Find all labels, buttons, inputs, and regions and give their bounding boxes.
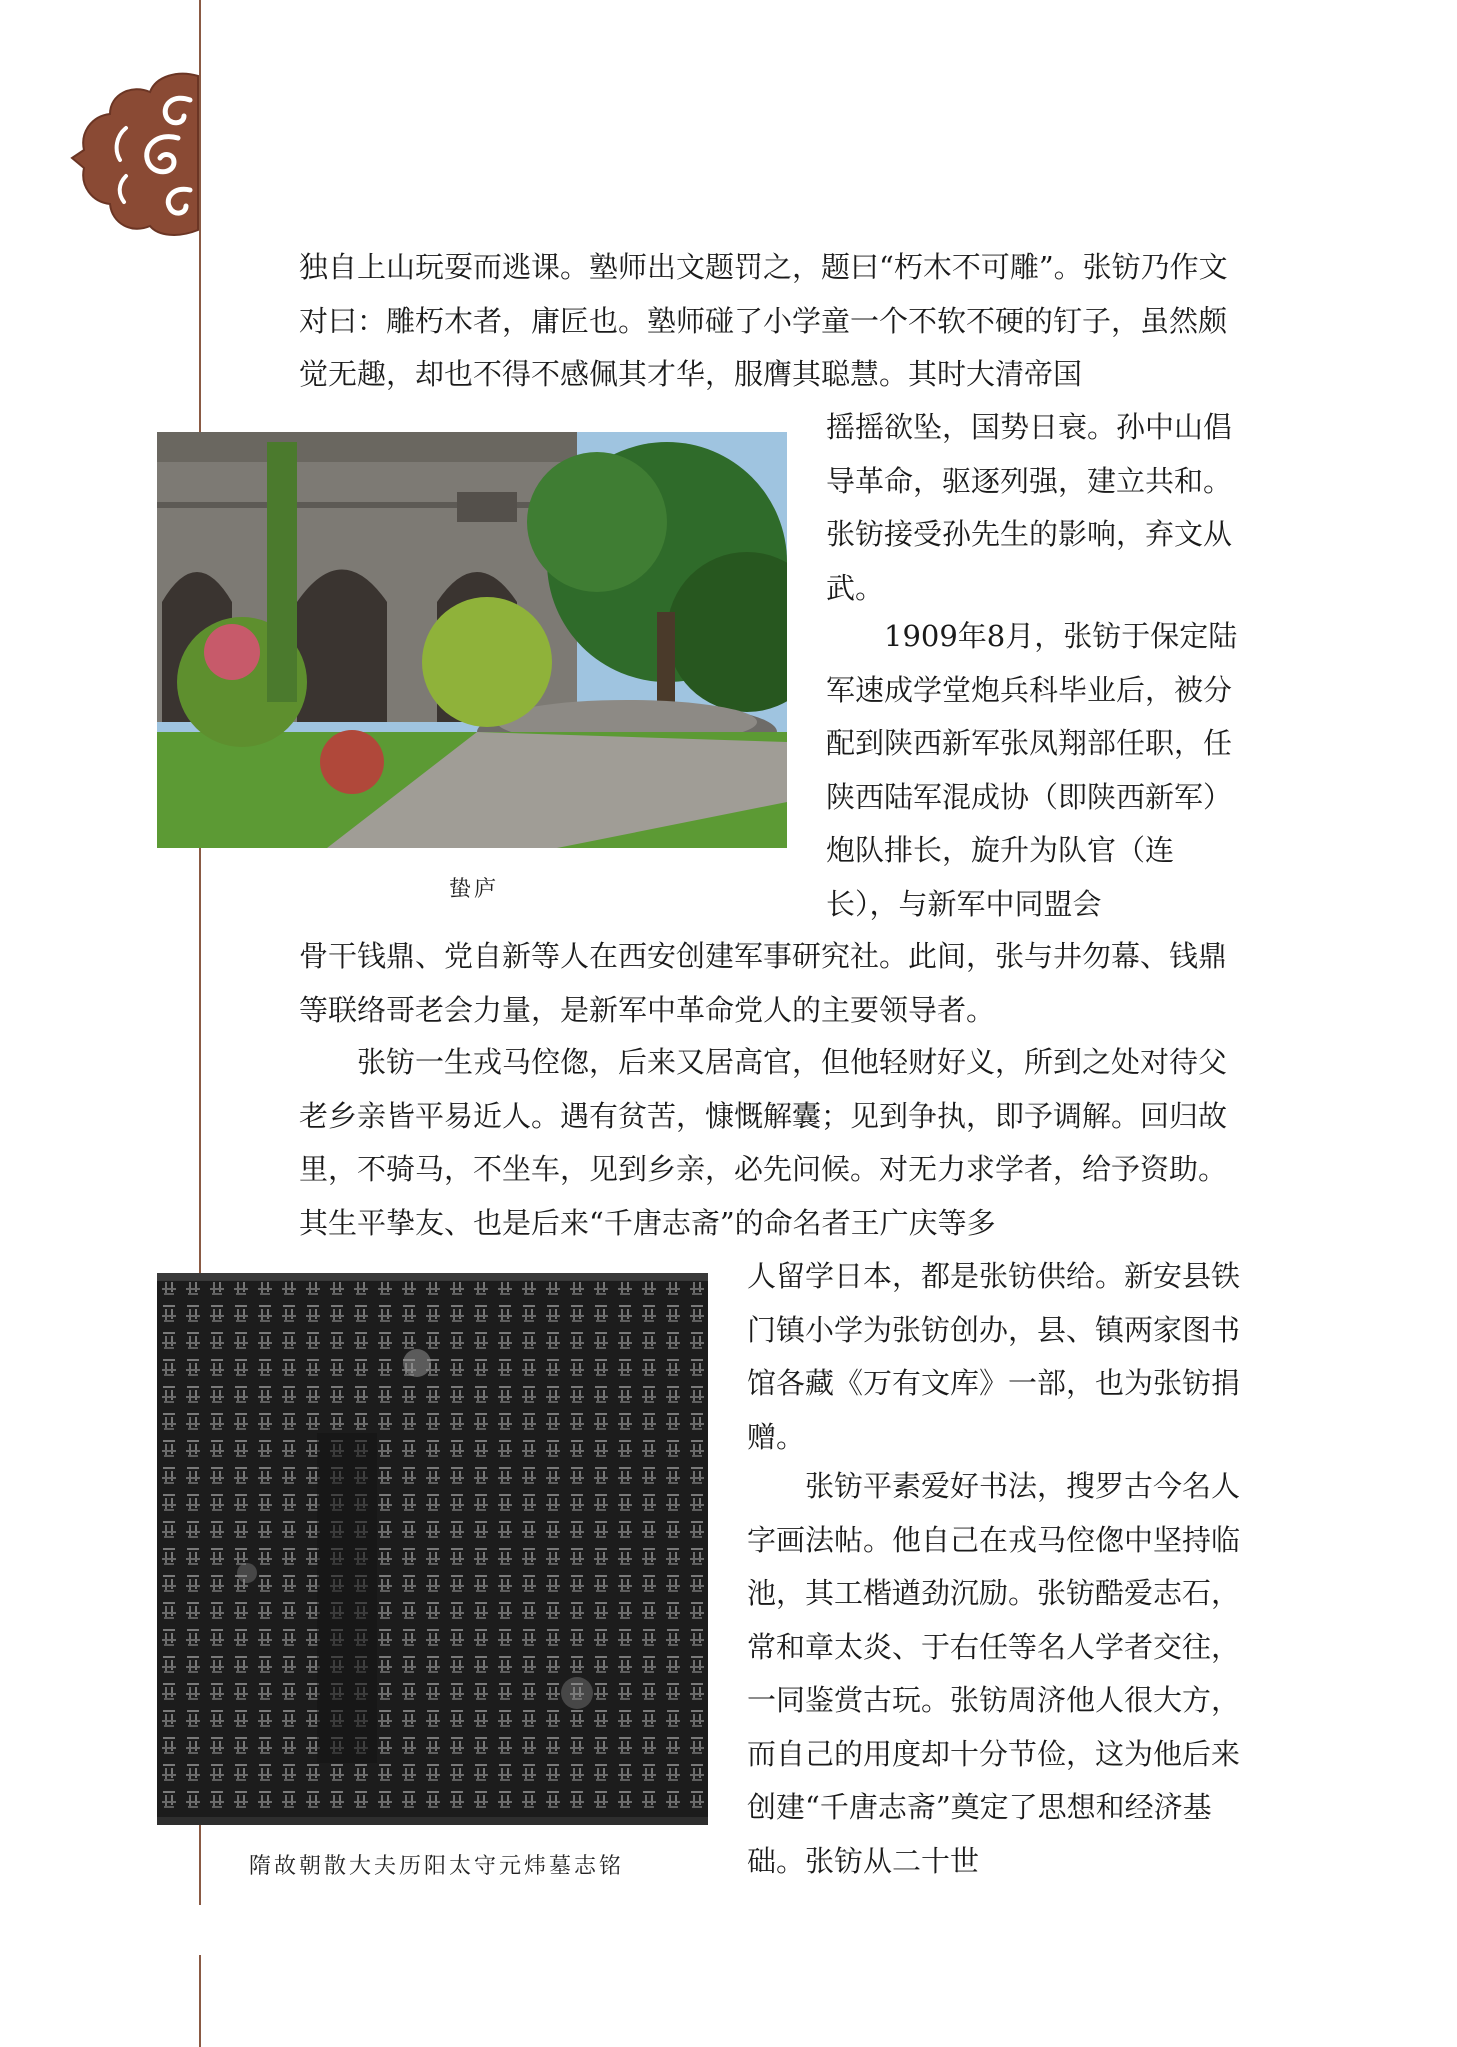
paragraph-4-right: 张钫平素爱好书法，搜罗古今名人字画法帖。他自己在戎马倥偬中坚持临池，其工楷遒劲沉励。张钫酷爱志石，常和章太炎、于右任等名人学者交往，一同鉴赏古玩。张钫周济他人很大方，而自己的用度却十分节俭，这为他后来创建“千唐志斋”奠定了思想和经济基础。张钫从二十世 (747, 1469, 1241, 1878)
paragraph-3-right: 人留学日本，都是张钫供给。新安县铁门镇小学为张钫创办，县、镇两家图书馆各藏《万有文库》一部，也为张钫捐赠。 (747, 1259, 1241, 1454)
rubbing-caption: 隋故朝散大夫历阳太守元炜墓志铭 (249, 1854, 625, 1879)
paragraph-3-full: 张钫一生戎马倥偬，后来又居高官，但他轻财好义，所到之处对待父老乡亲皆平易近人。遇有贫苦，慷慨解囊；见到争执，即予调解。回归故里，不骑马，不坐车，见到乡亲，必先问候。对无力求学者，给予资助。其生平挚友、也是后来“千唐志斋”的命名者王广庆等多 (299, 1045, 1228, 1240)
margin-rule-bottom (199, 1955, 201, 2047)
courtyard-photo (157, 432, 787, 848)
paragraph-2-right: 1909年8月，张钫于保定陆军速成学堂炮兵科毕业后，被分配到陕西新军张凤翔部任职，任陕西陆军混成协（即陕西新军）炮队排长，旋升为队官（连长），与新军中同盟会 (826, 619, 1238, 921)
paragraph-1-right: 摇摇欲坠，国势日衰。孙中山倡导革命，驱逐列强，建立共和。张钫接受孙先生的影响，弃文从武。 (826, 410, 1233, 605)
courtyard-caption: 蛰庐 (449, 877, 500, 902)
paragraph-2-full: 骨干钱鼎、党自新等人在西安创建军事研究社。此间，张与井勿幕、钱鼎等联络哥老会力量，是新军中革命党人的主要领导者。 (299, 939, 1228, 1027)
stele-rubbing-image (157, 1273, 708, 1825)
paragraph-1-full: 独自上山玩耍而逃课。塾师出文题罚之，题曰“朽木不可雕”。张钫乃作文对曰：雕朽木者，庸匠也。塾师碰了小学童一个不软不硬的钉子，虽然颇觉无趣，却也不得不感佩其才华，服膺其聪慧。其时大清帝国 (299, 250, 1228, 391)
cloud-ornament-icon (70, 66, 208, 238)
